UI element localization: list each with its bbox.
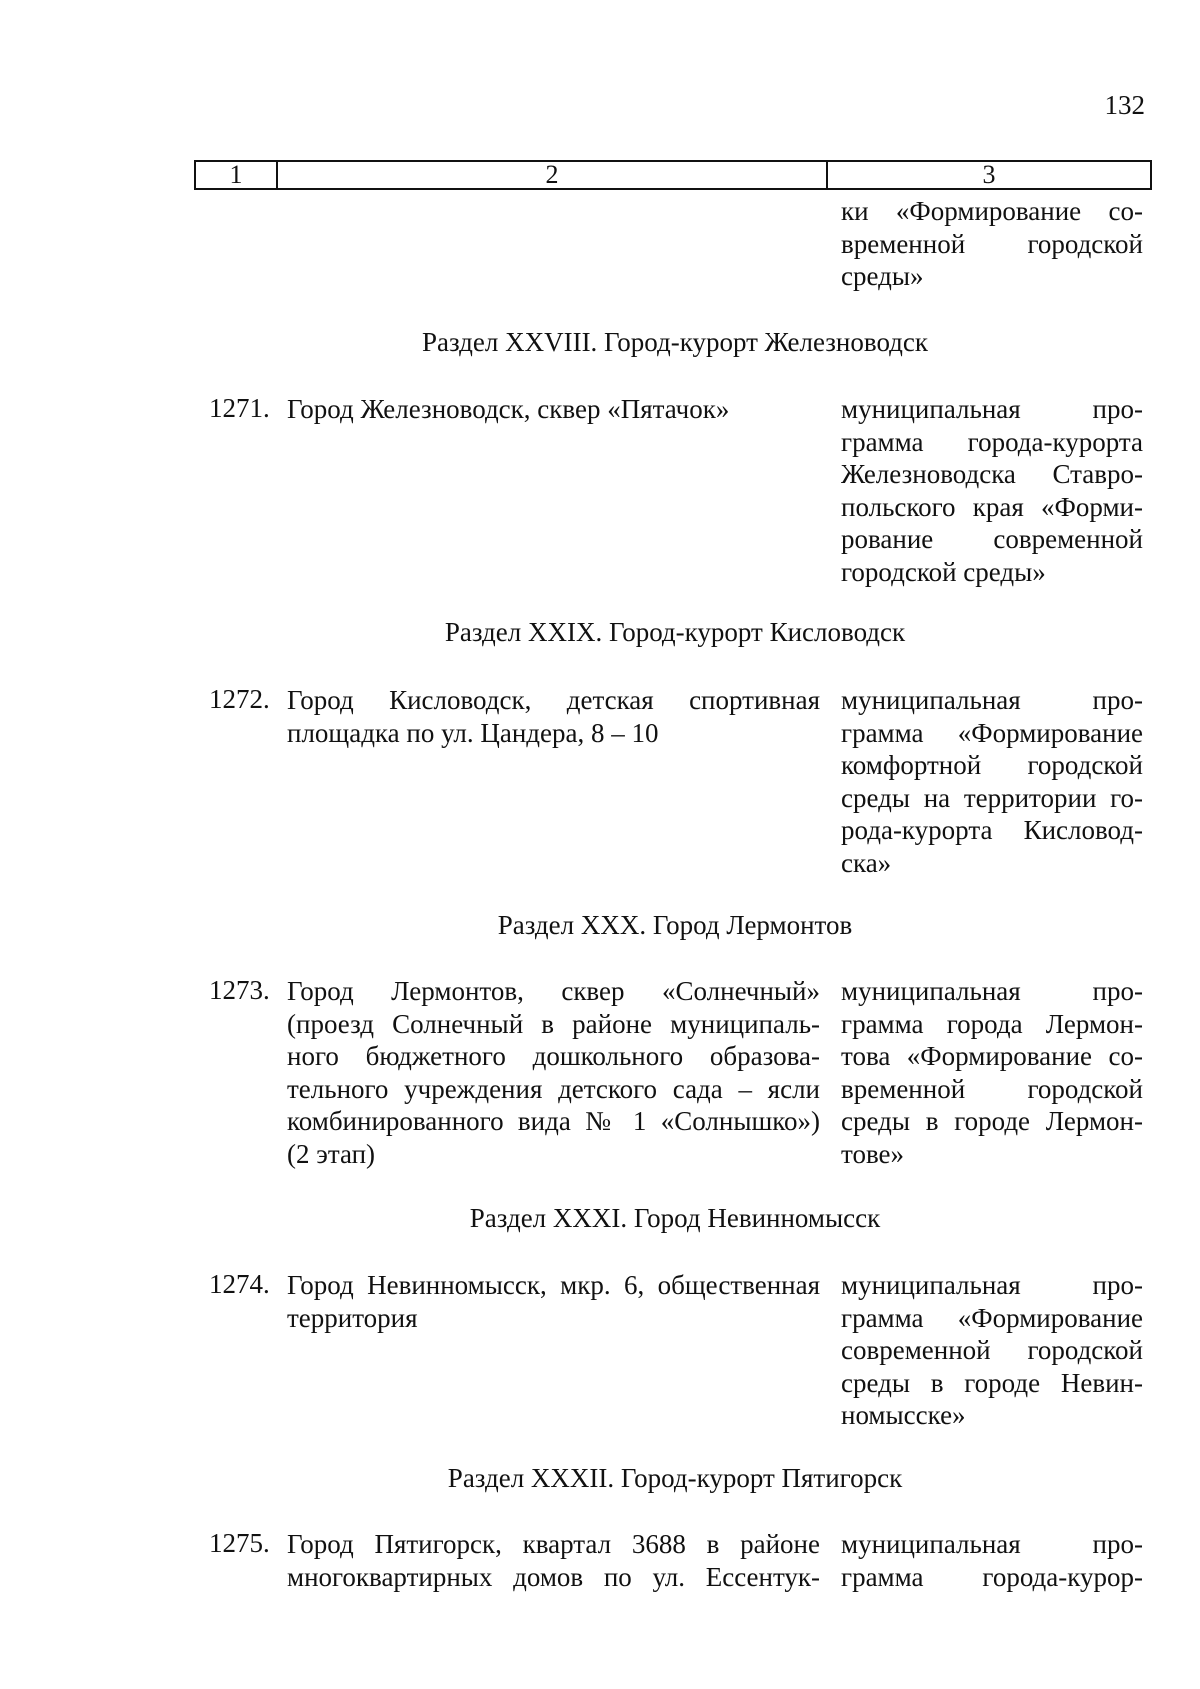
section-title: Раздел XXVIII. Город-курорт Железноводск: [421, 327, 929, 357]
text-line: временной городской: [841, 1073, 1143, 1104]
text-line: грамма «Формирование: [841, 717, 1143, 748]
text-line: Город Кисловодск, детская спортивная: [287, 685, 820, 715]
section-title: Раздел XXIX. Город-курорт Кисловодск: [444, 617, 906, 647]
section-title: Раздел XXXI. Город Невинномысск: [469, 1203, 881, 1233]
text-line: муниципальная про-: [841, 685, 1143, 715]
entry-description: [287, 684, 820, 749]
text-line: ска»: [841, 847, 892, 878]
text-line: Город Лермонтов, сквер «Солнечный»: [287, 976, 820, 1006]
header-col-1: 1: [196, 162, 278, 188]
text-line: тельного учреждения детского сада – ясли: [287, 1073, 820, 1104]
text-line: современной городской: [841, 1335, 1143, 1365]
entry-number: 1274.: [209, 1269, 270, 1299]
text-line: (2 этап): [287, 1138, 376, 1169]
text-line: временной городской: [841, 228, 1143, 259]
text-line: Город Пятигорск, квартал 3688 в районе: [287, 1529, 820, 1559]
text-line: номысске»: [841, 1400, 966, 1430]
text-line: комфортной городской: [841, 750, 1143, 780]
text-line: рода-курорта Кисловод-: [841, 815, 1143, 845]
entry-description: [287, 393, 820, 426]
text-line: грамма «Формирование: [841, 1302, 1143, 1333]
entry-description: [287, 975, 820, 1170]
section-title: Раздел XXXII. Город-курорт Пятигорск: [447, 1463, 903, 1493]
text-line: муниципальная про-: [841, 1270, 1143, 1300]
text-line: това «Формирование со-: [841, 1041, 1143, 1071]
text-line: тове»: [841, 1138, 905, 1169]
text-line: городской среды»: [841, 556, 1046, 587]
text-line: Город Железноводск, сквер «Пятачок»: [287, 394, 730, 424]
text-line: грамма города-курорта: [841, 426, 1143, 457]
header-col-2: 2: [278, 162, 828, 188]
entry-number: 1273.: [209, 975, 270, 1005]
text-line: площадка по ул. Цандера, 8 – 10: [287, 717, 659, 748]
table-header: [194, 160, 1152, 190]
text-line: среды»: [841, 261, 924, 291]
text-line: ного бюджетного дошкольного образова-: [287, 1041, 820, 1071]
page-number: 132: [1104, 90, 1145, 120]
text-line: среды в городе Невин-: [841, 1367, 1143, 1398]
entry-number: 1271.: [209, 393, 270, 423]
text-line: муниципальная про-: [841, 1529, 1143, 1559]
text-line: многоквартирных домов по ул. Ессентук-: [287, 1561, 820, 1592]
continuation-col3: [841, 195, 1143, 293]
header-col-3: 3: [982, 160, 996, 189]
entry-program: [841, 393, 1143, 588]
text-line: муниципальная про-: [841, 394, 1143, 424]
entry-program: [841, 975, 1143, 1170]
text-line: рование современной: [841, 524, 1143, 554]
text-line: среды в городе Лермон-: [841, 1106, 1143, 1136]
text-line: ки «Формирование со-: [841, 196, 1143, 226]
entry-program: [841, 1269, 1143, 1432]
entry-number: 1272.: [209, 684, 270, 714]
text-line: (проезд Солнечный в районе муниципаль-: [287, 1008, 820, 1039]
text-line: грамма города Лермон-: [841, 1008, 1143, 1039]
entry-number: 1275.: [209, 1528, 270, 1558]
text-line: Железноводска Ставро-: [841, 459, 1143, 489]
text-line: польского края «Форми-: [841, 491, 1143, 522]
text-line: грамма города-курор-: [841, 1561, 1143, 1592]
text-line: территория: [287, 1302, 418, 1333]
entry-program: [841, 1528, 1143, 1593]
section-title: Раздел XXX. Город Лермонтов: [497, 910, 853, 940]
text-line: Город Невинномысск, мкр. 6, общественная: [287, 1270, 820, 1300]
text-line: среды на территории го-: [841, 782, 1143, 813]
entry-program: [841, 684, 1143, 879]
text-line: муниципальная про-: [841, 976, 1143, 1006]
entry-description: [287, 1269, 820, 1334]
text-line: комбинированного вида № 1 «Солнышко»): [287, 1106, 820, 1136]
entry-description: [287, 1528, 820, 1593]
